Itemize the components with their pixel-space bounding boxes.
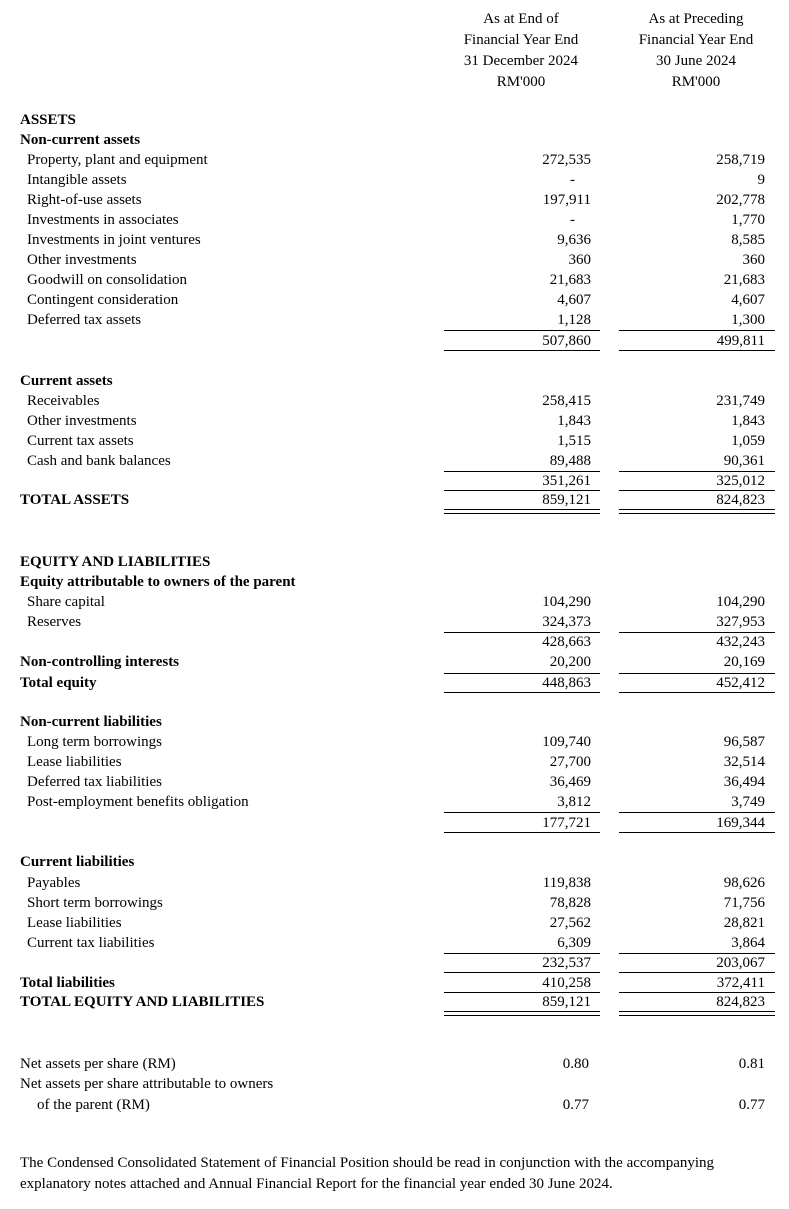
total-rule [619, 832, 775, 833]
value-current: 21,683 [549, 272, 591, 288]
table-row [0, 431, 789, 451]
value-preceding: 8,585 [731, 232, 765, 248]
header-line: 31 December 2024 [463, 53, 579, 69]
header-line: As at End of [483, 11, 559, 27]
subtotal-row [0, 632, 789, 652]
total-row [0, 490, 789, 510]
value-preceding: 231,749 [716, 393, 765, 409]
total-rule [444, 350, 600, 351]
subtotal-row [0, 953, 789, 973]
row-label: Right-of-use assets [27, 192, 142, 208]
value-preceding: 360 [742, 252, 765, 268]
value-current: 20,200 [549, 654, 591, 670]
column-header-preceding [611, 9, 781, 93]
table-row [0, 391, 789, 411]
column-header-current [436, 9, 606, 93]
value-current: 232,537 [542, 955, 591, 971]
header-line: RM'000 [671, 74, 721, 90]
footnote-line: The Condensed Consolidated Statement of Financial Position should be read in conjunction with the accompanying [20, 1155, 715, 1171]
table-row [0, 933, 789, 953]
value-current: 324,373 [542, 614, 591, 630]
double-rule [444, 509, 600, 514]
row-label: Goodwill on consolidation [27, 272, 187, 288]
value-preceding: 1,770 [731, 212, 765, 228]
subsection-heading [0, 371, 789, 391]
header-line: Financial Year End [638, 32, 754, 48]
section-heading [0, 552, 789, 572]
row-label: Net assets per share attributable to owners [20, 1076, 274, 1092]
value-current: 104,290 [542, 594, 591, 610]
value-current: 27,700 [549, 754, 591, 770]
header-line: RM'000 [496, 74, 546, 90]
value-current: 3,812 [557, 794, 591, 810]
row-label: Non-current assets [20, 132, 141, 148]
header-line: Financial Year End [463, 32, 579, 48]
value-preceding: 499,811 [716, 333, 765, 349]
value-preceding: 325,012 [716, 473, 765, 489]
double-rule [619, 1011, 775, 1016]
total-rule [444, 692, 600, 693]
table-row [0, 732, 789, 752]
total-row [0, 973, 789, 993]
row-label: Current tax liabilities [27, 935, 155, 951]
row-label: Property, plant and equipment [27, 152, 208, 168]
value-preceding: 0.81 [738, 1056, 765, 1072]
value-preceding: 0.77 [738, 1097, 765, 1113]
value-preceding: 824,823 [716, 994, 765, 1010]
row-label: EQUITY AND LIABILITIES [20, 554, 211, 570]
value-current: 1,843 [557, 413, 591, 429]
value-preceding: 98,626 [723, 875, 765, 891]
table-row [0, 170, 789, 190]
row-label: TOTAL ASSETS [20, 492, 130, 508]
value-preceding: 3,864 [731, 935, 765, 951]
value-current: 410,258 [542, 975, 591, 991]
value-current: 258,415 [542, 393, 591, 409]
row-label: Lease liabilities [27, 754, 122, 770]
table-row [0, 1074, 789, 1094]
subsection-heading [0, 572, 789, 592]
value-current: 507,860 [542, 333, 591, 349]
table-row [0, 1054, 789, 1074]
value-current: - [570, 212, 575, 228]
table-row [0, 612, 789, 632]
value-current: 197,911 [542, 192, 591, 208]
subtotal-row [0, 471, 789, 491]
value-preceding: 3,749 [731, 794, 765, 810]
value-current: 272,535 [542, 152, 591, 168]
table-row [0, 652, 789, 672]
total-rule [619, 350, 775, 351]
value-preceding: 327,953 [716, 614, 765, 630]
value-preceding: 202,778 [716, 192, 765, 208]
row-label: of the parent (RM) [37, 1097, 150, 1113]
row-label: Net assets per share (RM) [20, 1056, 176, 1072]
section-heading [0, 110, 789, 130]
table-row [0, 772, 789, 792]
header-line: 30 June 2024 [656, 53, 736, 69]
total-row [0, 673, 789, 693]
row-label: Short term borrowings [27, 895, 163, 911]
total-rule [444, 832, 600, 833]
value-current: 360 [568, 252, 591, 268]
value-current: 4,607 [557, 292, 591, 308]
value-current: 78,828 [549, 895, 591, 911]
table-row [0, 893, 789, 913]
value-current: 177,721 [542, 815, 591, 831]
subsection-heading [0, 852, 789, 872]
row-label: Equity attributable to owners of the parent [20, 574, 296, 590]
row-label: Lease liabilities [27, 915, 122, 931]
table-row [0, 873, 789, 893]
value-preceding: 432,243 [716, 634, 765, 650]
value-current: 36,469 [549, 774, 591, 790]
row-label: Long term borrowings [27, 734, 162, 750]
value-preceding: 452,412 [716, 675, 765, 691]
value-current: - [570, 172, 575, 188]
row-label: Other investments [27, 413, 137, 429]
footnote [20, 1153, 780, 1195]
value-current: 0.80 [562, 1056, 589, 1072]
value-preceding: 104,290 [716, 594, 765, 610]
value-preceding: 9 [757, 172, 765, 188]
table-row [0, 250, 789, 270]
row-label: Receivables [27, 393, 100, 409]
table-row [0, 290, 789, 310]
value-preceding: 21,683 [723, 272, 765, 288]
value-preceding: 1,300 [731, 312, 765, 328]
header-line: As at Preceding [648, 11, 744, 27]
double-rule [444, 1011, 600, 1016]
row-label: Total liabilities [20, 975, 115, 991]
value-preceding: 36,494 [723, 774, 765, 790]
row-label: Current assets [20, 373, 113, 389]
row-label: Deferred tax assets [27, 312, 142, 328]
row-label: Investments in associates [27, 212, 179, 228]
table-row [0, 190, 789, 210]
row-label: Non-controlling interests [20, 654, 180, 670]
value-preceding: 96,587 [723, 734, 765, 750]
value-preceding: 372,411 [716, 975, 765, 991]
value-current: 109,740 [542, 734, 591, 750]
row-label: Current tax assets [27, 433, 134, 449]
table-row [0, 270, 789, 290]
value-current: 1,515 [557, 433, 591, 449]
value-current: 89,488 [549, 453, 591, 469]
table-row [0, 1095, 789, 1115]
value-current: 119,838 [542, 875, 591, 891]
subsection-heading [0, 130, 789, 150]
row-label: Payables [27, 875, 81, 891]
row-label: Total equity [20, 675, 97, 691]
value-preceding: 32,514 [723, 754, 765, 770]
value-preceding: 4,607 [731, 292, 765, 308]
value-preceding: 824,823 [716, 492, 765, 508]
table-row [0, 150, 789, 170]
total-row [0, 992, 789, 1012]
row-label: Cash and bank balances [27, 453, 171, 469]
value-current: 9,636 [557, 232, 591, 248]
row-label: Post-employment benefits obligation [27, 794, 249, 810]
value-current: 0.77 [562, 1097, 589, 1113]
double-rule [619, 509, 775, 514]
subsection-heading [0, 712, 789, 732]
value-current: 859,121 [542, 994, 591, 1010]
row-label: ASSETS [20, 112, 76, 128]
subtotal-row [0, 813, 789, 833]
value-current: 1,128 [557, 312, 591, 328]
footnote-line: explanatory notes attached and Annual Financial Report for the financial year ended 30 June 2024. [20, 1176, 613, 1192]
row-label: Contingent consideration [27, 292, 179, 308]
table-row [0, 913, 789, 933]
row-label: Current liabilities [20, 854, 135, 870]
row-label: Investments in joint ventures [27, 232, 201, 248]
value-preceding: 28,821 [723, 915, 765, 931]
value-preceding: 1,059 [731, 433, 765, 449]
value-preceding: 71,756 [723, 895, 765, 911]
table-row [0, 411, 789, 431]
value-current: 448,863 [542, 675, 591, 691]
table-row [0, 310, 789, 330]
total-rule [619, 692, 775, 693]
row-label: Deferred tax liabilities [27, 774, 162, 790]
value-current: 859,121 [542, 492, 591, 508]
table-row [0, 792, 789, 812]
row-label: Share capital [27, 594, 105, 610]
table-row [0, 752, 789, 772]
value-current: 428,663 [542, 634, 591, 650]
value-preceding: 203,067 [716, 955, 765, 971]
row-label: Intangible assets [27, 172, 127, 188]
value-current: 27,562 [549, 915, 591, 931]
value-current: 351,261 [542, 473, 591, 489]
value-preceding: 20,169 [723, 654, 765, 670]
table-row [0, 592, 789, 612]
row-label: Reserves [27, 614, 82, 630]
value-preceding: 258,719 [716, 152, 765, 168]
value-preceding: 169,344 [716, 815, 765, 831]
table-row [0, 210, 789, 230]
table-row [0, 451, 789, 471]
row-label: TOTAL EQUITY AND LIABILITIES [20, 994, 265, 1010]
subtotal-row [0, 331, 789, 351]
value-preceding: 90,361 [723, 453, 765, 469]
row-label: Non-current liabilities [20, 714, 162, 730]
table-row [0, 230, 789, 250]
value-current: 6,309 [557, 935, 591, 951]
value-preceding: 1,843 [731, 413, 765, 429]
row-label: Other investments [27, 252, 137, 268]
